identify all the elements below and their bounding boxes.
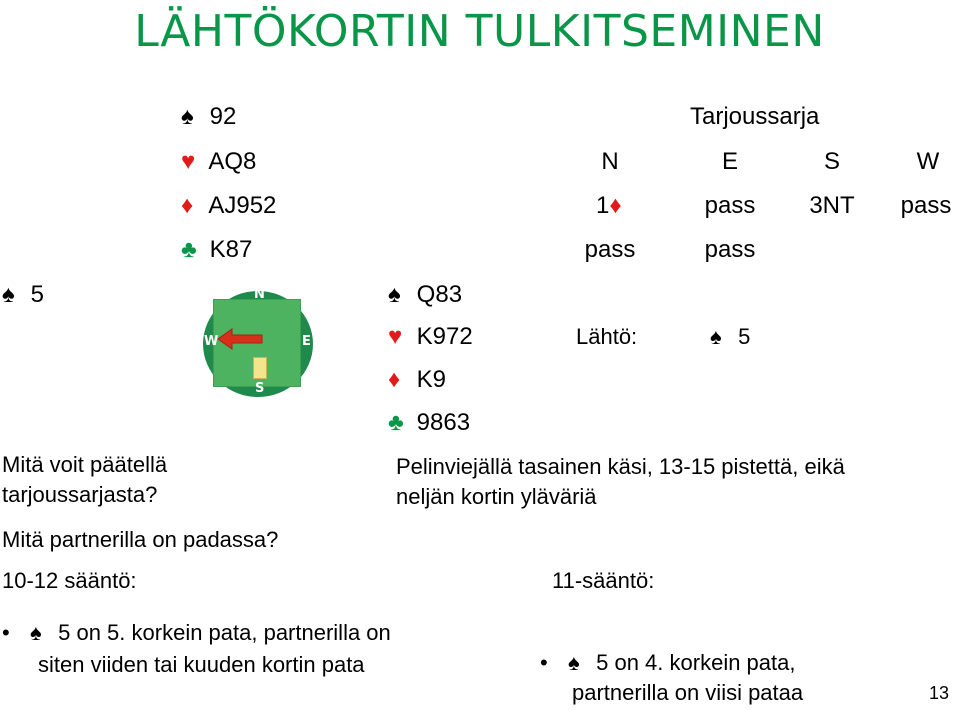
lead-arrow-icon (218, 327, 264, 351)
spade-icon: ♠ (30, 620, 42, 645)
bullet-icon: • (2, 620, 10, 645)
club-icon: ♣ (181, 236, 197, 263)
rule-11-line-2: partnerilla on viisi pataa (572, 680, 804, 705)
diamond-icon: ♦ (609, 192, 622, 219)
north-hearts-cards: AQ8 (208, 148, 257, 175)
rule-1012-label: 10-12 sääntö: (2, 568, 137, 593)
compass-table (196, 287, 320, 401)
north-diamonds-cards: AJ952 (208, 192, 277, 219)
page-title: LÄHTÖKORTIN TULKITSEMINEN (134, 6, 825, 57)
rule-11-bullet (540, 650, 795, 676)
bid-header-e: E (721, 148, 738, 175)
bid-n-1 (596, 192, 622, 220)
bidding-title: Tarjoussarja (690, 103, 820, 130)
lead-card (710, 324, 750, 350)
dummy-clubs (388, 409, 470, 437)
compass-east-label: E (302, 334, 311, 349)
compass-west-label: W (204, 334, 219, 349)
bid-e-1: pass (704, 192, 756, 219)
question-1-line-1: Mitä voit päätellä (2, 452, 168, 477)
bullet-icon: • (540, 650, 548, 675)
north-diamonds (181, 192, 276, 220)
diamond-icon: ♦ (181, 192, 194, 219)
lead-card-rank: 5 (738, 324, 751, 349)
north-hearts (181, 148, 256, 176)
north-clubs (181, 236, 252, 264)
dummy-spades-cards: Q83 (416, 281, 463, 308)
north-clubs-cards: K87 (209, 236, 253, 263)
west-lead (2, 281, 44, 309)
played-card-icon (253, 357, 267, 379)
dummy-spades (388, 281, 462, 309)
rule-1012-text: 5 on 5. korkein pata, partnerilla on (58, 620, 391, 645)
rule-1012-line-2: siten viiden tai kuuden kortin pata (38, 652, 365, 677)
bid-header-s: S (823, 148, 840, 175)
west-lead-card: 5 (30, 281, 45, 308)
spade-icon: ♠ (568, 650, 580, 675)
bid-s-1: 3NT (809, 192, 855, 219)
north-spades-cards: 92 (209, 103, 237, 130)
spade-icon: ♠ (181, 103, 194, 130)
question-2: Mitä partnerilla on padassa? (2, 527, 279, 552)
answer-line-1: Pelinviejällä tasainen käsi, 13-15 pistettä, eikä (396, 454, 845, 479)
rule-11-text: 5 on 4. korkein pata, (596, 650, 796, 675)
lead-label: Lähtö: (576, 324, 638, 349)
dummy-hearts (388, 323, 473, 351)
bid-n-1-level: 1 (596, 192, 610, 219)
rule-1012-bullet (2, 620, 391, 646)
club-icon: ♣ (388, 409, 404, 436)
dummy-diamonds (388, 366, 446, 394)
diamond-icon: ♦ (388, 366, 401, 393)
spade-icon: ♠ (2, 281, 15, 308)
answer-line-2: neljän kortin yläväriä (396, 484, 597, 509)
bid-e-2: pass (704, 236, 756, 263)
bid-header-n: N (601, 148, 619, 175)
question-1-line-2: tarjoussarjasta? (2, 482, 158, 507)
compass-south-label: S (255, 381, 265, 396)
dummy-clubs-cards: 9863 (416, 409, 471, 436)
rule-11-label: 11-sääntö: (552, 568, 655, 593)
spade-icon: ♠ (388, 281, 401, 308)
bid-w-1: pass (900, 192, 952, 219)
spade-icon: ♠ (710, 324, 722, 349)
bid-n-2: pass (584, 236, 636, 263)
dummy-hearts-cards: K972 (416, 323, 473, 350)
dummy-diamonds-cards: K9 (416, 366, 447, 393)
bid-header-w: W (916, 148, 940, 175)
heart-icon: ♥ (388, 323, 403, 350)
compass-north-label: N (254, 287, 265, 302)
north-spades (181, 103, 236, 131)
page-number: 13 (928, 683, 949, 703)
heart-icon: ♥ (181, 148, 196, 175)
